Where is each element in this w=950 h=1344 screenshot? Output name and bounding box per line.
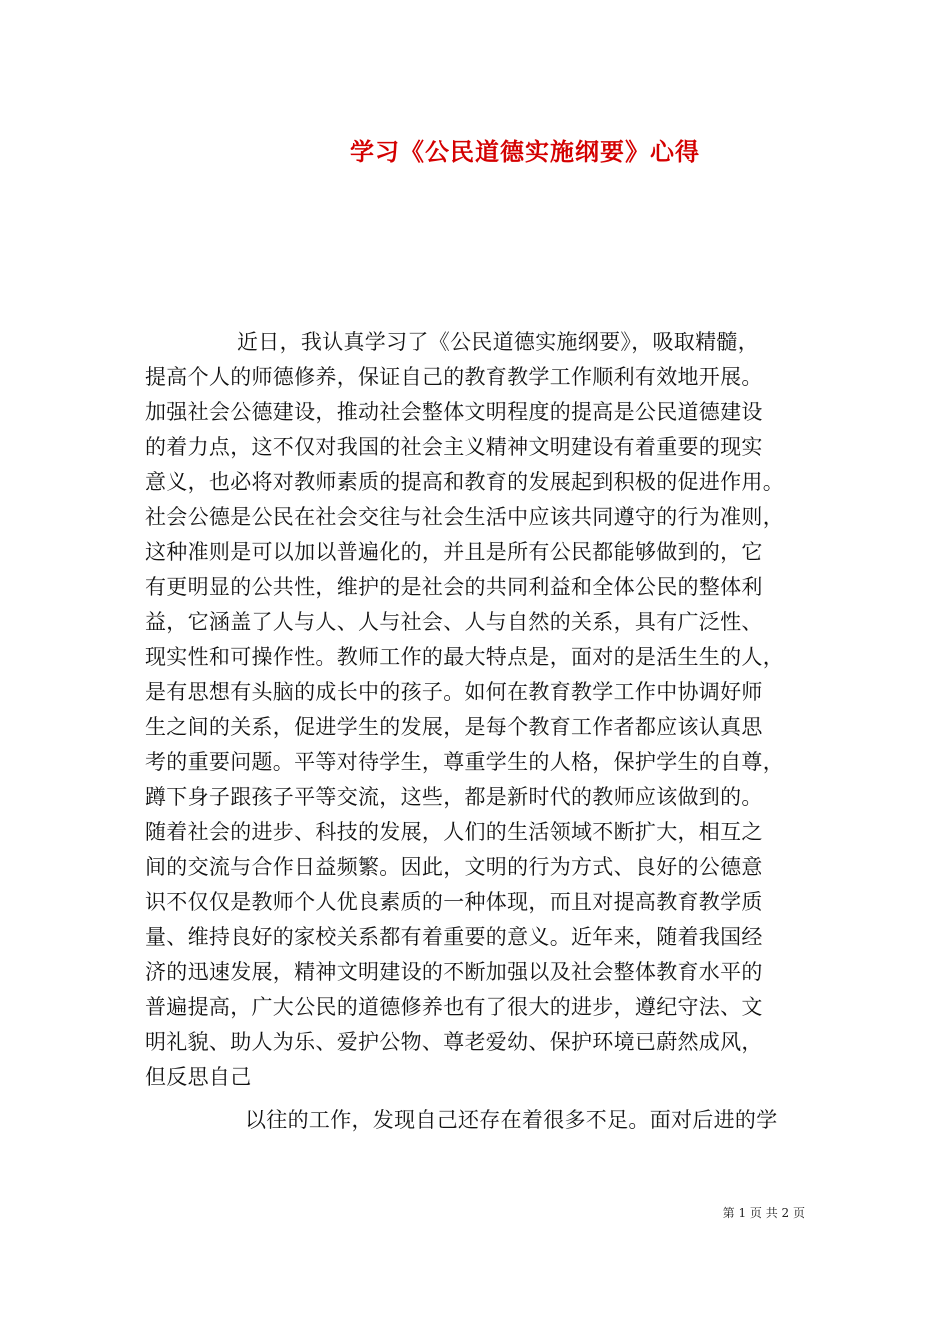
text-line: 是有思想有头脑的成长中的孩子。如何在教育教学工作中协调好师: [145, 680, 763, 704]
text-line: 生之间的关系，促进学生的发展，是每个教育工作者都应该认真思: [145, 715, 763, 739]
text-line: 明礼貌、助人为乐、爱护公物、尊老爱幼、保护环境已蔚然成风，: [145, 1030, 763, 1054]
text-line: 蹲下身子跟孩子平等交流，这些，都是新时代的教师应该做到的。: [145, 785, 763, 809]
text-line: 现实性和可操作性。教师工作的最大特点是，面对的是活生生的人，: [145, 645, 784, 669]
page-footer: 第 1 页 共 2 页: [722, 1206, 805, 1220]
text-line: 考的重要问题。平等对待学生，尊重学生的人格，保护学生的自尊，: [145, 750, 784, 774]
text-line: 提高个人的师德修养，保证自己的教育教学工作顺利有效地开展。: [145, 365, 763, 389]
text-line: 济的迅速发展，精神文明建设的不断加强以及社会整体教育水平的: [145, 960, 763, 984]
text-line: 近日，我认真学习了《公民道德实施纲要》，吸取精髓，: [237, 330, 759, 354]
text-line: 加强社会公德建设，推动社会整体文明程度的提高是公民道德建设: [145, 400, 763, 424]
document-body: [145, 325, 825, 1138]
text-line: 识不仅仅是教师个人优良素质的一种体现，而且对提高教育教学质: [145, 890, 763, 914]
text-line: 间的交流与合作日益频繁。因此，文明的行为方式、良好的公德意: [145, 855, 763, 879]
text-line: 量、维持良好的家校关系都有着重要的意义。近年来，随着我国经: [145, 925, 763, 949]
text-line: 以往的工作，发现自己还存在着很多不足。面对后进的学: [245, 1108, 778, 1132]
text-line: 但反思自己: [145, 1065, 252, 1089]
text-line: 意义，也必将对教师素质的提高和教育的发展起到积极的促进作用。: [145, 470, 784, 494]
text-line: 益，它涵盖了人与人、人与社会、人与自然的关系，具有广泛性、: [145, 610, 763, 634]
text-line: 社会公德是公民在社会交往与社会生活中应该共同遵守的行为准则，: [145, 505, 784, 529]
text-line: 随着社会的进步、科技的发展，人们的生活领域不断扩大，相互之: [145, 820, 763, 844]
text-line: 有更明显的公共性，维护的是社会的共同利益和全体公民的整体利: [145, 575, 763, 599]
text-line: 普遍提高，广大公民的道德修养也有了很大的进步，遵纪守法、文: [145, 995, 763, 1019]
document-title: 学习《公民道德实施纲要》心得: [350, 137, 700, 166]
text-line: 这种准则是可以加以普遍化的，并且是所有公民都能够做到的，它: [145, 540, 763, 564]
text-line: 的着力点，这不仅对我国的社会主义精神文明建设有着重要的现实: [145, 435, 763, 459]
